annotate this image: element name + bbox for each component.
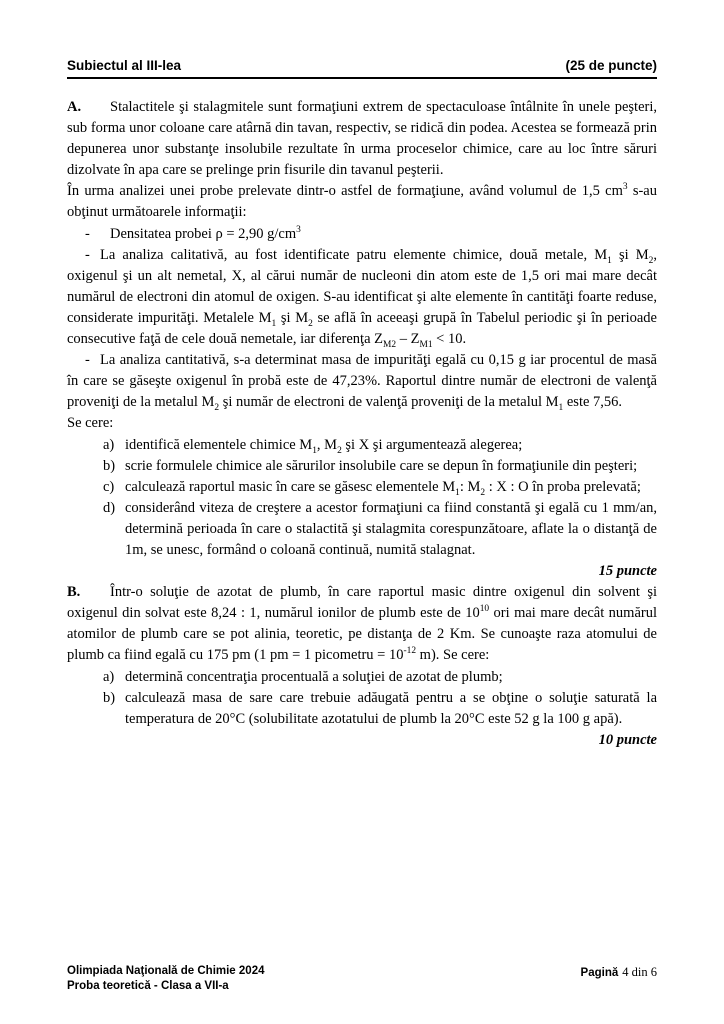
- section-b-label: B.: [67, 584, 81, 601]
- footer-page-label: Pagină: [580, 967, 619, 979]
- bullet-density: [67, 224, 657, 245]
- bullet-quantitative-analysis: [67, 350, 657, 413]
- task-item-text: scrie formulele chimice ale sărurilor insolubile care se depun în formaţiunile din peşteri;: [125, 457, 638, 474]
- footer-page-info: [581, 964, 657, 981]
- section-b-intro: [67, 582, 657, 666]
- section-a-label: A.: [67, 99, 82, 115]
- section-a-paragraph-2: [67, 181, 657, 223]
- bullet-marker: -: [85, 225, 90, 242]
- footer-exam-line: Proba teoretică - Clasa a VII-a: [67, 980, 229, 992]
- bullet-marker: -: [85, 352, 90, 369]
- section-a-intro: [67, 97, 657, 181]
- task-item-text: determină concentraţia procentuală a soluţiei de azotat de plumb;: [125, 668, 503, 685]
- section-a-paragraph-2-text: În urma analizei unei probe prelevate dintr-o astfel de formaţiune, având volumul de 1,5 $cm^3$ s-au obţinut următoarele informaţii:: [67, 182, 657, 221]
- section-a-points: 15 puncte: [598, 563, 657, 580]
- task-item-text: calculează raportul masic în care se găsesc elementele $M_1$: $M_2$ : X : O în proba prelevată;: [125, 478, 641, 498]
- task-item-label: d): [103, 499, 116, 516]
- se-cere-line: [67, 413, 657, 434]
- bullet-quantitative-text: La analiza cantitativă, s-a determinat masa de impurităţi egală cu 0,15 g iar procentul de masă în care se găseşte oxigenul în probă este de 47,23%. Raportul dintre număr de electroni de valenţă proveniţi de la metalul $M_2$ şi număr de electroni de valenţă proveniţi de la metalul $M_1$ este 7,56.: [67, 352, 657, 414]
- section-a-intro-text: Stalactitele şi stalagmitele sunt formaţiuni extrem de spectaculoase întâlnite în unele peşteri, sub forma unor coloane care atârnă din tavan, respectiv, se ridică din podea. Acestea se formează prin depunerea unor substanţe insolubile rezultate în urma proceselor chimice, care au loc între săruri dizolvate în apa care se prelinge prin fisurile din tavanul peşterii.: [67, 99, 657, 179]
- task-item-label: c): [103, 478, 115, 495]
- task-a-item-b: [67, 456, 657, 477]
- document-body: [67, 97, 657, 751]
- footer-page-number: 4 din 6: [622, 965, 657, 979]
- section-b-intro-text: Într-o soluţie de azotat de plumb, în care raportul masic dintre oxigenul din solvent şi oxigenul din solvat este 8,24 : 1, numărul ionilor de plumb este de $10^{10}$ ori mai mare decât numărul atomilor de plumb care se pot alinia, teoretic, pe distanţa de 2 Km. Se cunoaşte raza atomului de plumb ca fiind egală cu 175 pm (1 pm = 1 picometru = $10^{-12}$ m). Se cere:: [67, 584, 657, 664]
- task-item-label: a): [103, 668, 115, 685]
- task-item-text: identifică elementele chimice $M_1$, $M_2$ şi X şi argumentează alegerea;: [125, 436, 523, 456]
- task-b-item-b: [67, 688, 657, 730]
- bullet-qualitative-text: La analiza calitativă, au fost identificate patru elemente chimice, două metale, $M_1$ şi $M_2$, oxigenul şi un alt nemetal, X, al cărui număr de nucleoni din atom este de 1,5 ori mai mare decât numărul de electroni din atomul de oxigen. S-au identificat şi alte elemente în cantităţi foarte reduse, considerate impurităţi. Metalele $M_1$ şi $M_2$ se află în aceeaşi grupă în Tabelul periodic şi în perioade consecutive faţă de cele două nemetale, iar diferenţa $Z_{M2} - Z_{M1} < 10$.: [67, 246, 657, 350]
- subject-points: (25 de puncte): [565, 58, 657, 73]
- se-cere-text: Se cere:: [67, 415, 114, 432]
- task-item-text: calculează masa de sare care trebuie adăugată pentru a se obţine o soluţie saturată la temperatura de 20°C (solubilitate azotatului de plumb la 20°C este 52 g la 100 g apă).: [125, 689, 657, 727]
- task-a-item-d: [67, 498, 657, 561]
- task-item-label: b): [103, 689, 116, 706]
- footer-olympiad-line: Olimpiada Naţională de Chimie 2024: [67, 965, 265, 977]
- bullet-marker: -: [85, 246, 90, 263]
- document-footer: [67, 964, 657, 994]
- task-a-item-a: [67, 435, 657, 456]
- bullet-density-text: Densitatea probei ρ = 2,90 $g/cm^3$: [110, 224, 301, 242]
- footer-left-block: [67, 964, 264, 994]
- bullet-qualitative-analysis: [67, 245, 657, 350]
- task-item-label: b): [103, 457, 116, 474]
- task-a-item-c: [67, 477, 657, 498]
- document-header: [67, 58, 657, 79]
- subject-title: Subiectul al III-lea: [67, 58, 182, 73]
- section-b-points: 10 puncte: [598, 731, 657, 748]
- task-item-text: considerând viteza de creştere a acestor formaţiuni ca fiind constantă şi egală cu 1 mm/an, determină perioada în care o stalactită şi stalagmita corespunzătoare, aflate la o distanţă de 1m, se unesc, formând o coloană continuă, numită stalagnat.: [125, 499, 657, 558]
- task-b-item-a: [67, 667, 657, 688]
- task-item-label: a): [103, 436, 115, 453]
